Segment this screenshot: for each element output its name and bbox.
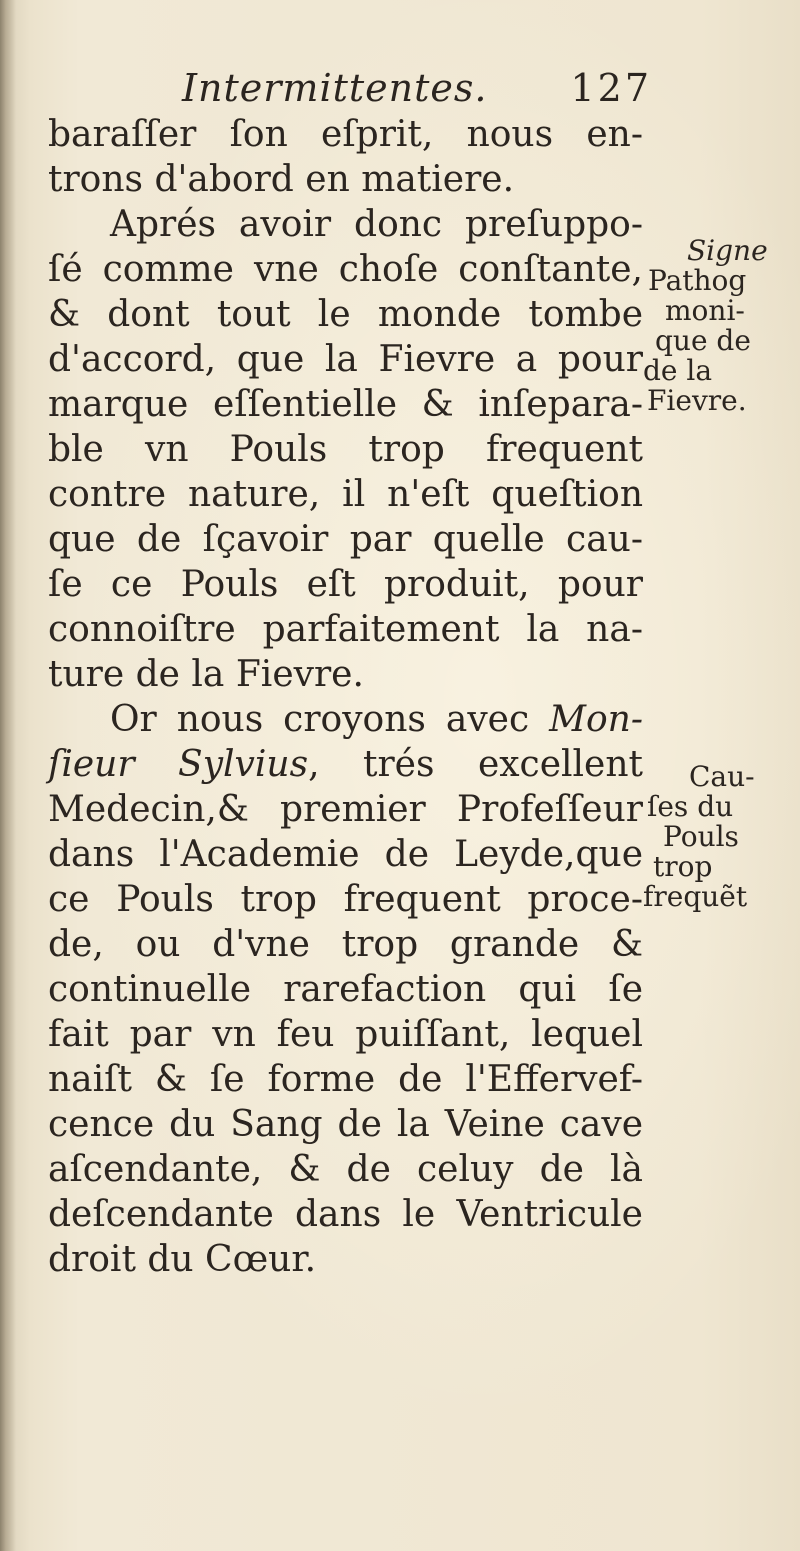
text-line: aſcendante, & de celuy de là — [48, 1149, 643, 1190]
text-line: fait par vn feu puiſſant, lequel — [48, 1014, 643, 1055]
text-line: baraſſer ſon eſprit, nous en- — [48, 114, 643, 155]
text-line: droit du Cœur. — [48, 1239, 317, 1280]
text-line: continuelle rarefaction qui ſe — [48, 969, 643, 1010]
text-line: ſé comme vne choſe conſtante, — [48, 249, 643, 290]
text-line: marque eſſentielle & inſepara- — [48, 384, 643, 425]
text-line: contre nature, il n'eſt queſtion — [48, 474, 643, 515]
italic-name: Sylvius — [178, 744, 309, 785]
text-line: d'accord, que la Fievre a pour — [48, 339, 643, 380]
marginal-note-causes — [643, 762, 793, 912]
text-line: ce Pouls trop frequent proce- — [48, 879, 643, 920]
text-line: connoiſtre parfaitement la na- — [48, 609, 643, 650]
marginal-line: ſes du — [647, 790, 734, 823]
italic-name: Mon- — [549, 699, 643, 740]
paragraph-start-line: Aprés avoir donc preſuppo- — [110, 204, 643, 245]
page-number: 127 — [570, 66, 652, 110]
marginal-line: Pathog — [648, 264, 747, 297]
running-head — [182, 62, 652, 114]
text-line: Medecin,& premier Profeſſeur — [48, 789, 643, 830]
text-line: trons d'abord en matiere. — [48, 159, 515, 200]
text-line: deſcendante dans le Ventricule — [48, 1194, 643, 1235]
marginal-note-sign — [643, 236, 793, 416]
text-line: que de ſçavoir par quelle cau- — [48, 519, 643, 560]
running-title: Intermittentes. — [182, 66, 488, 110]
text-line: cence du Sang de la Veine cave — [48, 1104, 643, 1145]
marginal-line: Pouls — [663, 820, 739, 853]
paragraph-start-line — [48, 697, 643, 742]
marginal-line: moni- — [665, 294, 745, 327]
marginal-line: de la — [643, 354, 713, 387]
text-line: de, ou d'vne trop grande & — [48, 924, 643, 965]
text-line: ble vn Pouls trop frequent — [48, 429, 643, 470]
gutter-shadow — [0, 0, 16, 1551]
text-line: dans l'Academie de Leyde,que — [48, 834, 643, 875]
text-line: naiſt & ſe forme de l'Effervef- — [48, 1059, 643, 1100]
marginal-line: Fievre. — [647, 384, 747, 417]
text-fragment: Or nous croyons avec — [110, 699, 530, 740]
text-line: ture de la Fievre. — [48, 654, 364, 695]
marginal-line: Signe — [687, 234, 768, 267]
marginal-line: Cau- — [689, 760, 755, 793]
marginal-line: trop — [653, 850, 713, 883]
text-line: ſe ce Pouls eſt produit, pour — [48, 564, 643, 605]
italic-name: ſieur — [48, 744, 135, 785]
body-text — [48, 112, 643, 1282]
text-line — [48, 742, 643, 787]
marginal-line: frequẽt — [643, 880, 748, 913]
text-fragment: , trés excellent — [308, 744, 644, 785]
marginal-line: que de — [655, 324, 751, 357]
text-line: & dont tout le monde tombe — [48, 294, 643, 335]
